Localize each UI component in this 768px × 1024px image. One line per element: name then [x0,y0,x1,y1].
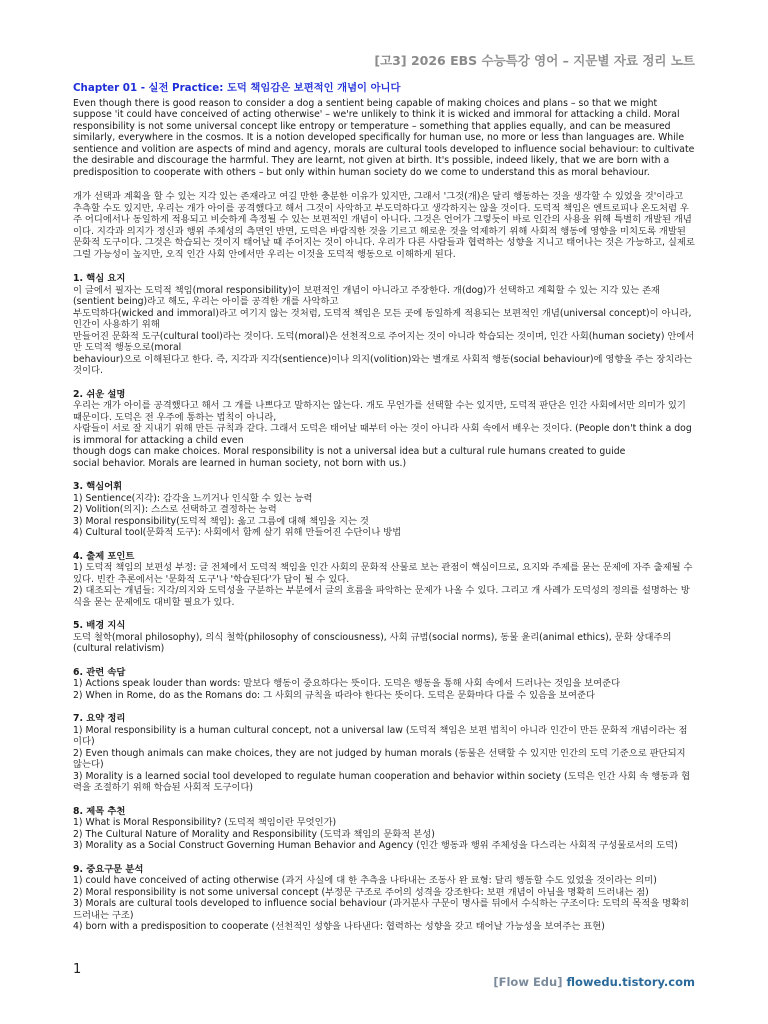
section-line: 우리는 개가 아이를 공격했다고 해서 그 개를 나쁘다고 말하지는 않는다. 개도 무언가를 선택할 수는 있지만, 도덕적 판단은 인간 사회에서만 의미가 있기 때문이다. 도덕은 전 우주에 통하는 법칙이 아니라, [73,400,686,423]
section-title: 2. 쉬운 설명 [73,388,126,400]
section-line: 2) Volition(의지): 스스로 선택하고 결정하는 능력 [73,504,277,515]
english-passage: Even though there is good reason to consider a dog a sentient being capable of making choices and plans – so that we might suppose 'it could have conceived of acting otherwise' – we're unlikely to think it is wicked and immoral for attacking a child. Moral responsibility is not some universal concept like entropy or temperature – something that applies equally, and can be measured similarly, everywhere in the cosmos. It is a notion developed specifically for human use, no more or less than languages are. While sentience and volition are aspects of mind and agency, morals are cultural tools developed to influence social behaviour: to cultivate the desirable and discourage the harmful. They are learnt, not given at birth. It's possible, indeed likely, that we are born with a predisposition to cooperate with others – but only within human society do we come to understand this as moral behaviour. [73,97,695,178]
section-line: 4) born with a predisposition to cooperate (선천적인 성향을 나타낸다: 협력하는 성향을 갖고 태어날 가능성을 보여주는 표현) [73,921,605,932]
section-title: 3. 핵심어휘 [73,481,123,492]
section-title: 4. 출제 포인트 [73,550,135,562]
section-line: 부도덕하다(wicked and immoral)라고 여기지 않는 것처럼, 도덕적 책임은 모든 곳에 동일하게 적용되는 보편적인 개념(universal concept)이 아니라, 인간이 사용하기 위해 [73,307,692,330]
section-6 [73,667,695,702]
section-7 [73,713,695,794]
section-line: social behavior. Morals are learned in human society, not born with us.) [73,457,407,469]
section-title: 1. 핵심 요지 [73,273,126,284]
section-line: 사람들이 서로 잘 지내기 위해 만든 규칙과 같다. 그래서 도덕은 태어날 때부터 아는 것이 아니라 사회 속에서 배우는 것이다. (People don't think a dog is immoral for attacking a child even [73,423,692,446]
section-line: 3) Morality as a Social Construct Governing Human Behavior and Agency (인간 행동과 행위 주체성을 다스리는 사회적 구성물로서의 도덕) [73,840,678,851]
section-title: 9. 중요구문 분석 [73,863,144,875]
section-line: 3) Morality is a learned social tool developed to regulate human cooperation and behavior within society (도덕은 인간 사회 속 행동과 협력을 조절하기 위해 학습된 사회적 도구이다) [73,770,691,793]
section-line: 1) Actions speak louder than words: 말보다 행동이 중요하다는 뜻이다. 도덕은 행동을 통해 사회 속에서 드러나는 것임을 보여준다 [73,678,621,689]
section-line: 4) Cultural tool(문화적 도구): 사회에서 함께 살기 위해 만들어진 수단이나 방법 [73,527,402,538]
section-line: 도덕 철학(moral philosophy), 의식 철학(philosophy of consciousness), 사회 규범(social norms), 동물 윤리(animal ethics), 문화 상대주의 [73,631,672,643]
section-line: 2) Moral responsibility is not some universal concept (부정문 구조로 주어의 성격을 강조한다: 보편 개념이 아님을 명확히 드러내는 점) [73,886,649,898]
section-line: 1) 도덕적 책임의 보편성 부정: 글 전체에서 도덕적 책임을 인간 사회의 문화적 산물로 보는 관점이 핵심이므로, 요지와 주제를 묻는 문제에 자주 출제될 수 있다. 빈칸 추론에서는 '문화적 도구'나 '학습된다'가 답이 될 수 있다. [73,562,693,585]
section-2 [73,389,695,470]
section-title: 6. 관련 속담 [73,666,126,678]
site-link[interactable]: flowedu.tistory.com [566,975,695,989]
section-line: 이 글에서 필자는 도덕적 책임(moral responsibility)이 보편적인 개념이 아니라고 주장한다. 개(dog)가 선택하고 계획할 수 있는 지각 있는 존재(sentient being)라고 해도, 우리는 아이를 공격한 개를 사악하고 [73,284,661,307]
section-line: 2) Even though animals can make choices, they are not judged by human morals (동물은 선택할 수 있지만 인간의 도덕 기준으로 판단되지 않는다) [73,747,686,770]
analysis-sections [73,273,695,933]
section-line: 만들어진 문화적 도구(cultural tool)라는 것이다. 도덕(moral)은 선천적으로 주어지는 것이 아니라 학습되는 것이며, 인간 사회(human society) 안에서만 도덕적 행동으로(moral [73,330,695,353]
section-title: 8. 제목 추천 [73,805,126,817]
section-line: 1) could have conceived of acting otherwise (과거 사실에 대 한 추측을 나타내는 조동사 완 료형: 달리 행동할 수도 있었을 것이라는 의미) [73,875,657,886]
section-4 [73,551,695,609]
section-5 [73,620,695,655]
document-header: [고3] 2026 EBS 수능특강 영어 – 지문별 자료 정리 노트 [374,53,695,68]
chapter-title: Chapter 01 - 실전 Practice: 도덕 책임감은 보편적인 개념이 아니다 [73,82,401,94]
section-title: 7. 요약 정리 [73,713,126,724]
document-content [73,83,695,945]
section-line: 3) Moral responsibility(도덕적 책임): 옳고 그름에 대해 책임을 지는 것 [73,515,369,527]
section-line: 2) When in Rome, do as the Romans do: 그 사회의 규칙을 따라야 한다는 뜻이다. 도덕은 문화마다 다를 수 있음을 보여준다 [73,689,595,701]
section-line: though dogs can make choices. Moral responsibility is not a universal idea but a cultural rule humans created to guide [73,446,626,457]
section-1 [73,273,695,377]
section-line: (cultural relativism) [73,643,165,654]
section-line: 1) Sentience(지각): 감각을 느끼거나 인식할 수 있는 능력 [73,492,313,504]
korean-translation: 개가 선택과 계획을 할 수 있는 지각 있는 존재라고 여길 만한 충분한 이유가 있지만, 그래서 '그것(개)은 달리 행동하는 것을 생각할 수 있었을 것'이라고 추측할 수도 있지만, 우리는 개가 아이를 공격했다고 해서 그것이 사악하고 부도덕하다고 생각하지는 않을 것이다. 도덕적 책임은 엔트로피나 온도처럼 우주 어디에서나 동일하게 적용되고 비슷하게 측정될 수 있는 보편적인 개념이 아니다. 그것은 언어가 그렇듯이 바로 인간의 사용을 위해 특별히 개발된 개념이다. 지각과 의지가 정신과 행위 주체성의 측면인 반면, 도덕은 바람직한 것을 기르고 해로운 것을 억제하기 위해 사회적 행동에 영향을 미치도록 개발된 문화적 도구이다. 그것은 학습되는 것이지 태어날 때 주어지는 것이 아니다. 우리가 다른 사람들과 협력하는 성향을 지니고 태어나는 것은 가능하고, 실제로 그럴 가능성이 높지만, 오직 인간 사회 안에서만 우리는 이것을 도덕적 행동으로 이해하게 된다. [73,191,695,260]
section-line: 드러내는 구조) [73,909,134,921]
section-line: 1) What is Moral Responsibility? (도덕적 책임이란 무엇인가) [73,817,337,828]
section-line: 3) Morals are cultural tools developed to influence social behaviour (과거분사 구문이 명사를 뒤에서 수식하는 구조이다: 도덕의 목적을 명확히 [73,898,690,909]
section-8 [73,806,695,852]
section-line: 2) The Cultural Nature of Morality and Responsibility (도덕과 책임의 문화적 본성) [73,828,435,840]
section-line: 1) Moral responsibility is a human cultural concept, not a universal law (도덕적 책임은 보편 법칙이 아니라 인간이 만든 문화적 개념이라는 점이다) [73,724,688,747]
brand-label: [Flow Edu] [493,975,563,989]
section-title: 5. 배경 지식 [73,620,126,631]
section-line: 2) 대조되는 개념들: 지각/의지와 도덕성을 구분하는 부분에서 글의 흐름을 파악하는 문제가 나올 수 있다. 그리고 개 사례가 도덕성의 정의를 설명하는 방식을 묻는 문제에도 대비할 필요가 있다. [73,585,690,608]
footer-brand [493,975,695,989]
page-number: 1 [73,962,82,977]
section-line: behaviour)으로 이해된다고 한다. 즉, 지각과 지각(sentience)이나 의지(volition)와는 별개로 사회적 행동(social behaviour)에 영향을 주는 장치라는 것이다. [73,353,693,376]
document-page [73,0,695,1024]
section-9 [73,864,695,933]
section-3 [73,481,695,539]
